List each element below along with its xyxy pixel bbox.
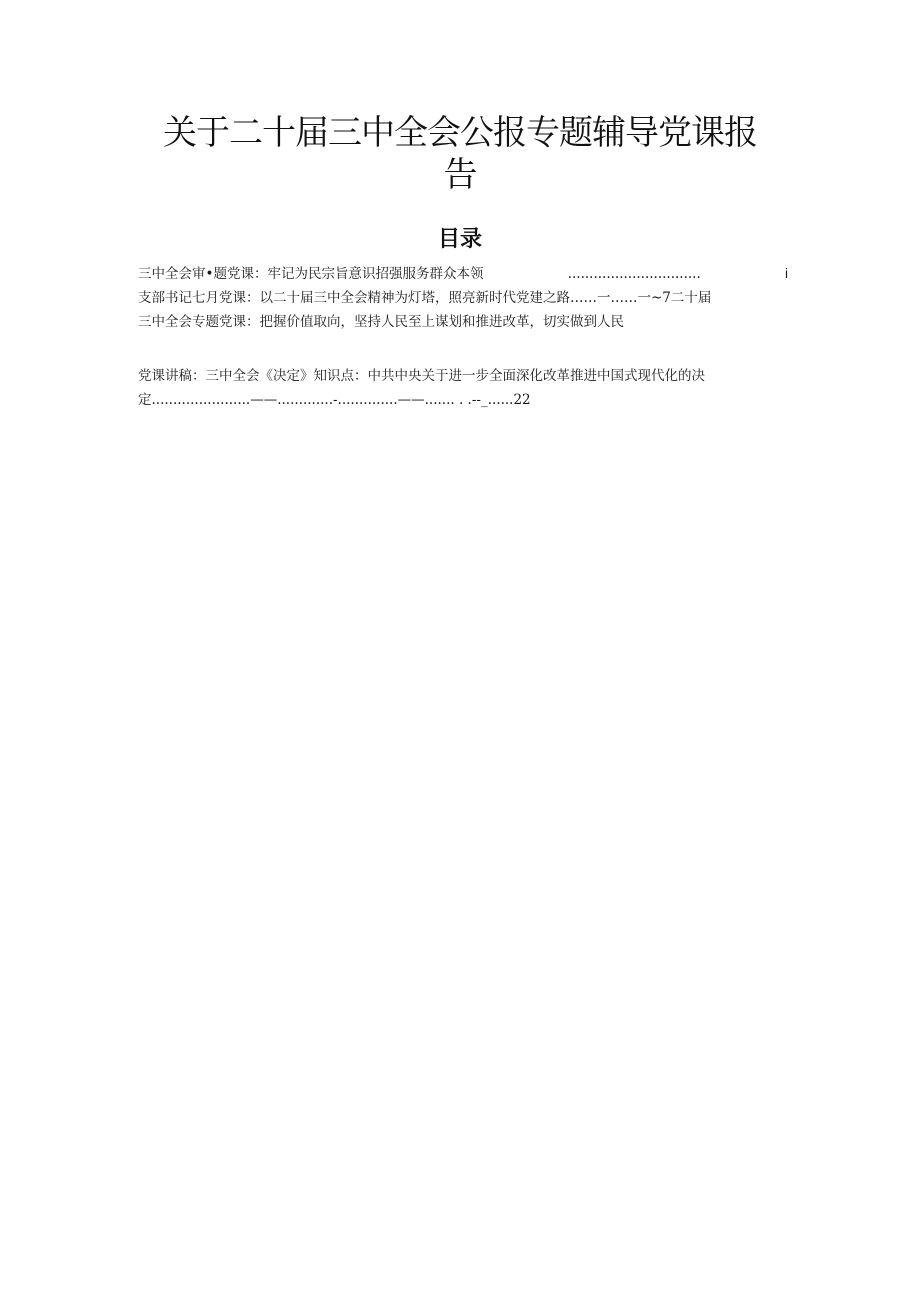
toc-entry-4-continued-text: 定.......................——.............-..............——....... . .--_......22 — [138, 392, 531, 408]
toc-entry-2[interactable] — [138, 286, 788, 310]
table-of-contents — [138, 262, 788, 412]
toc-entry-4[interactable] — [138, 364, 788, 388]
toc-entry-1-page: i — [785, 266, 788, 281]
toc-entry-3[interactable] — [138, 310, 788, 334]
toc-entry-1-leader: ............................... — [567, 266, 701, 282]
toc-entry-2-text: 支部书记七月党课：以二十届三中全会精神为灯塔，照亮新时代党建之路……一……一~7二十届 — [138, 290, 712, 306]
document-title-line-2: 告 — [443, 155, 477, 195]
toc-entry-3-text: 三中全会专题党课：把握价值取向，坚持人民至上谋划和推进改革，切实做到人民 — [138, 314, 624, 330]
toc-entry-4-continued[interactable] — [138, 388, 788, 412]
toc-spacer — [138, 334, 788, 364]
document-title-line-1: 关于二十届三中全会公报专题辅导党课报 — [163, 113, 757, 153]
toc-entry-1-text: 三中全会审•题党课：牢记为民宗旨意识招强服务群众本领 — [138, 266, 484, 282]
toc-entry-4-text: 党课讲稿：三中全会《决定》知识点：中共中央关于进一步全面深化改革推进中国式现代化的决 — [138, 368, 705, 384]
toc-entry-1[interactable] — [138, 262, 788, 286]
toc-heading: 目录 — [437, 227, 482, 252]
document-title — [150, 112, 770, 196]
